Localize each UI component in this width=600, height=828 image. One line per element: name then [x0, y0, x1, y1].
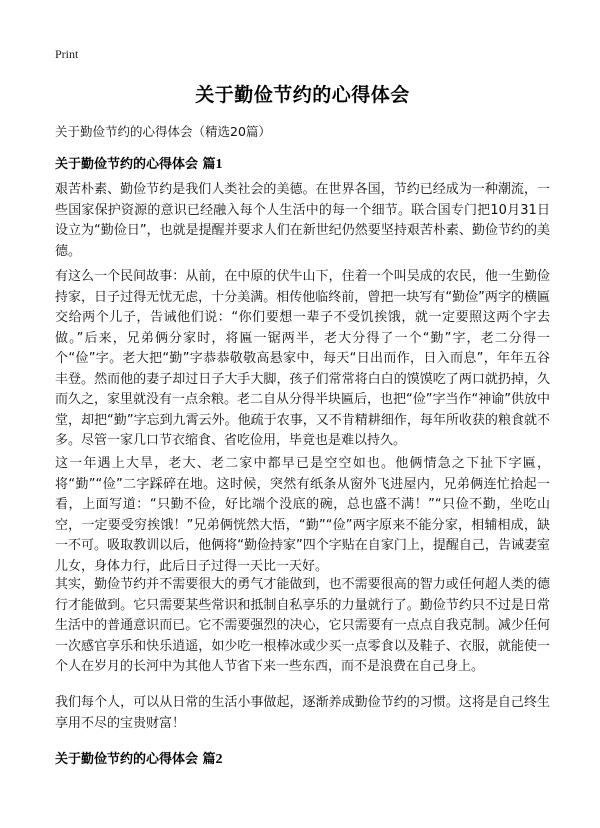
page-title: 关于勤俭节约的心得体会 — [195, 84, 410, 106]
section-heading-2 — [55, 748, 223, 768]
print-link[interactable]: Print — [55, 47, 79, 61]
paragraph: 这一年遇上大旱，老大、老二家中都早已是空空如也。他俩情急之下扯下字匾，将“勤”“俭”二字踩碎在地。这时候，突然有纸条从窗外飞进屋内，兄弟俩连忙拾起一看，上面写道：“只勤不俭，好比端个没底的碗，总也盛不满！”“只俭不勤，坐吃山空，一定要受穷挨饿！”兄弟俩恍然大悟，“勤”“俭”两字原来不能分家，相辅相成，缺一不可。吸取教训以后，他俩将“勤俭持家”四个字贴在自家门上，提醒自己，告诫妻室儿女，身体力行，此后日子过得一天比一天好。 — [55, 456, 550, 574]
section-heading-label: 关于勤俭节约的心得体会 篇 — [55, 752, 216, 767]
paragraph: 有这么一个民间故事：从前，在中原的伏牛山下，住着一个叫吴成的农民，他一生勤俭持家，日子过得无忧无虑，十分美满。相传他临终前，曾把一块写有“勤俭”两字的横匾交给两个儿子，告诫他们说：“你们要想一辈子不受饥挨饿，就一定要照这两个字去做。”后来，兄弟俩分家时，将匾一锯两半，老大分得了一个“勤”字，老二分得一个“俭”字。老大把“勤”字恭恭敬敬高悬家中，每天“日出而作，日入而息”，年年五谷丰登。然而他的妻子却过日子大手大脚，孩子们常常将白白的馍馍吃了两口就扔掉，久而久之，家里就没有一点余粮。老二自从分得半块匾后，也把“俭”字当作“神谕”供放中堂，却把“勤”字忘到九霄云外。他疏于农事，又不肯精耕细作，每年所收获的粮食就不多。尽管一家几口节衣缩食、省吃俭用，毕竟也是难以持久。 — [55, 269, 550, 448]
paragraph: 艰苦朴素、勤俭节约是我们人类社会的美德。在世界各国，节约已经成为一种潮流，一些国家保护资源的意识已经融入每个人生活中的每一个细节。联合国专门把10月31日设立为“勤俭日”，也就是提醒并要求人们在新世纪仍然要坚持艰苦朴素、勤俭节约的美德。 — [55, 182, 550, 259]
section-heading-number: 2 — [215, 752, 223, 767]
section-heading-1 — [55, 153, 223, 173]
section-heading-label: 关于勤俭节约的心得体会 篇 — [55, 157, 216, 172]
document-subtitle: 关于勤俭节约的心得体会（精选20篇） — [55, 124, 271, 139]
paragraph: 其实，勤俭节约并不需要很大的勇气才能做到，也不需要很高的智力或任何超人类的德行才能做到。它只需要某些常识和抵制自私享乐的力量就行了。勤俭节约只不过是日常生活中的普通意识而已。它不需要强烈的决心，它只需要有一点点自我克制。减少任何一次感官享乐和快乐逍遥，如少吃一根棒冰或少买一点零食以及鞋子、衣服，就能使一个人在岁月的长河中为其他人节省下来一些东西，而不是浪费在自己身上。 — [55, 577, 550, 674]
section-heading-number: 1 — [215, 157, 223, 172]
paragraph: 我们每个人，可以从日常的生活小事做起，逐渐养成勤俭节约的习惯。这将是自己终生享用不尽的宝贵财富！ — [55, 695, 550, 731]
